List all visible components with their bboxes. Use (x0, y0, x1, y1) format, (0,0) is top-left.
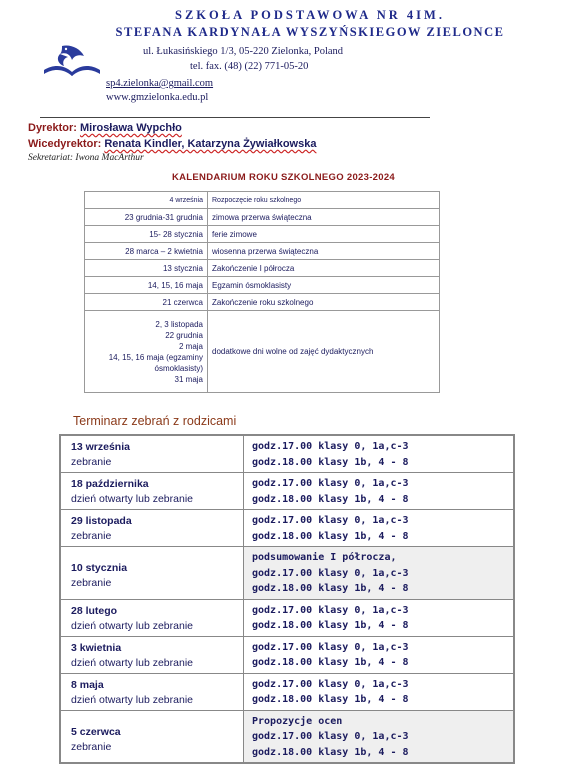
meeting-times-cell (244, 710, 515, 763)
meeting-time-line1: godz.17.00 klasy 0, 1a,c-3 (252, 441, 409, 452)
meeting-times-cell (244, 435, 515, 473)
meeting-date: 8 maja (71, 678, 104, 691)
calendar-date: 23 grudnia-31 grudnia (85, 209, 208, 226)
free-day-date: 22 grudnia (165, 330, 203, 340)
meeting-type: dzień otwarty lub zebranie (71, 656, 193, 669)
calendar-event: zimowa przerwa świąteczna (208, 209, 440, 226)
meeting-time-line2: godz.18.00 klasy 1b, 4 - 8 (252, 530, 409, 542)
free-day-date: 2 maja (178, 341, 203, 351)
meeting-type: zebranie (71, 530, 112, 542)
meeting-type: dzień otwarty lub zebranie (71, 493, 193, 505)
meetings-title: Terminarz zebrań z rodzicami (73, 414, 237, 428)
calendar-event: Zakończenie I półrocza (208, 260, 440, 277)
free-day-date: 2, 3 listopada (155, 319, 203, 329)
calendar-date: 21 czerwca (85, 294, 208, 311)
meeting-date-cell (60, 510, 244, 547)
calendar-row-free-days (85, 311, 440, 393)
meeting-time-line2: godz.18.00 klasy 1b, 4 - 8 (252, 694, 409, 705)
meeting-row (60, 673, 514, 710)
meeting-date: 29 listopada (71, 515, 132, 527)
meeting-times-cell (244, 599, 515, 636)
meeting-note: Propozycje ocen (252, 715, 343, 727)
meeting-type: zebranie (71, 577, 112, 589)
calendar-title: KALENDARIUM ROKU SZKOLNEGO 2023-2024 (171, 172, 395, 183)
meeting-date-cell (60, 473, 244, 510)
meeting-time-line2: godz.18.00 klasy 1b, 4 - 8 (252, 493, 409, 505)
director-line (28, 122, 182, 134)
meeting-row (60, 547, 514, 600)
meeting-time-line1: godz.17.00 klasy 0, 1a,c-3 (252, 641, 409, 653)
meeting-date-cell (60, 636, 244, 673)
meeting-times-cell (244, 510, 515, 547)
meeting-row (60, 636, 514, 673)
calendar-event: Egzamin ósmoklasisty (208, 277, 440, 294)
free-days-dates (85, 311, 208, 393)
meeting-time-line1: godz.17.00 klasy 0, 1a,c-3 (252, 515, 409, 526)
meetings-table (59, 434, 515, 764)
meeting-note: podsumowanie I półrocza, (252, 552, 397, 563)
calendar-event: Zakończenie roku szkolnego (208, 294, 440, 311)
meeting-row (60, 435, 514, 473)
school-website: www.gmzielonka.edu.pl (106, 92, 209, 103)
meeting-time-line1: godz.17.00 klasy 0, 1a,c-3 (252, 478, 409, 489)
meeting-time-line2: godz.18.00 klasy 1b, 4 - 8 (252, 583, 409, 594)
meeting-date-cell (60, 435, 244, 473)
meeting-time-line1: godz.17.00 klasy 0, 1a,c-3 (252, 604, 409, 616)
meeting-time-line1: godz.17.00 klasy 0, 1a,c-3 (252, 678, 409, 690)
calendar-date: 28 marca – 2 kwietnia (85, 243, 208, 260)
meeting-date-cell (60, 673, 244, 710)
free-day-date: ósmoklasisty) (154, 363, 203, 373)
meeting-time-line2: godz.18.00 klasy 1b, 4 - 8 (252, 746, 409, 758)
calendar-date: 14, 15, 16 maja (85, 277, 208, 294)
meeting-type: dzień otwarty lub zebranie (71, 693, 193, 706)
school-email-link[interactable]: sp4.zielonka@gmail.com (106, 78, 214, 89)
calendar-event: wiosenna przerwa świąteczna (208, 243, 440, 260)
meeting-time-line2: godz.18.00 klasy 1b, 4 - 8 (252, 620, 409, 631)
meeting-times-cell (244, 673, 515, 710)
calendar-event: Rozpoczęcie roku szkolnego (208, 192, 440, 209)
calendar-table (84, 191, 440, 393)
secretariat-line (28, 153, 144, 163)
meeting-time-line1: godz.17.00 klasy 0, 1a,c-3 (252, 731, 409, 742)
school-address: ul. Łukasińskiego 1/3, 05-220 Zielonka, Poland (143, 46, 344, 57)
meeting-row (60, 510, 514, 547)
calendar-row (85, 243, 440, 260)
meeting-type: zebranie (71, 456, 112, 468)
calendar-row (85, 277, 440, 294)
meeting-date: 10 stycznia (71, 562, 128, 574)
calendar-date: 13 stycznia (85, 260, 208, 277)
deputies-label: Wicedyrektor: (28, 138, 105, 150)
director-label: Dyrektor: (28, 122, 80, 134)
calendar-row (85, 226, 440, 243)
deputies-line (28, 138, 316, 150)
secretariat-name: Iwona MacArthur (75, 153, 144, 163)
calendar-date: 4 września (85, 192, 208, 209)
free-day-date: 31 maja (174, 374, 203, 384)
meeting-type: dzień otwarty lub zebranie (71, 619, 193, 632)
meeting-times-cell (244, 547, 515, 600)
calendar-row (85, 192, 440, 209)
meeting-date: 18 października (71, 478, 149, 490)
director-name: Mirosława Wypchło (79, 122, 182, 134)
calendar-row (85, 209, 440, 226)
deputies-names: Renata Kindler, Katarzyna Żywiałkowska (104, 138, 317, 150)
school-phone: tel. fax. (48) (22) 771-05-20 (190, 61, 309, 72)
meeting-date: 13 września (71, 441, 130, 453)
free-days-event: dodatkowe dni wolne od zajęć dydaktycznych (208, 311, 440, 393)
meeting-date: 3 kwietnia (71, 641, 122, 654)
meeting-time-line1: godz.17.00 klasy 0, 1a,c-3 (252, 567, 409, 579)
meeting-date-cell (60, 547, 244, 600)
meeting-date-cell (60, 599, 244, 636)
school-logo-icon (40, 40, 105, 85)
meeting-row (60, 710, 514, 763)
meeting-date: 28 lutego (71, 604, 118, 617)
meeting-date: 5 czerwca (71, 725, 121, 738)
meeting-row (60, 473, 514, 510)
free-day-date: 14, 15, 16 maja (egzaminy (108, 352, 203, 362)
meeting-type: zebranie (71, 740, 112, 753)
calendar-row (85, 294, 440, 311)
school-name-line1: SZKOŁA PODSTAWOWA NR 4IM. (175, 8, 445, 22)
meeting-row (60, 599, 514, 636)
header-divider (40, 117, 430, 118)
calendar-row (85, 260, 440, 277)
meeting-times-cell (244, 473, 515, 510)
meeting-date-cell (60, 710, 244, 763)
meeting-time-line2: godz.18.00 klasy 1b, 4 - 8 (252, 456, 409, 468)
school-name-line2: STEFANA KARDYNAŁA WYSZYŃSKIEGOW ZIELONCE (115, 25, 505, 39)
calendar-event: ferie zimowe (208, 226, 440, 243)
calendar-date: 15- 28 stycznia (85, 226, 208, 243)
secretariat-label: Sekretariat: (28, 153, 76, 163)
meeting-time-line2: godz.18.00 klasy 1b, 4 - 8 (252, 657, 409, 668)
meeting-times-cell (244, 636, 515, 673)
